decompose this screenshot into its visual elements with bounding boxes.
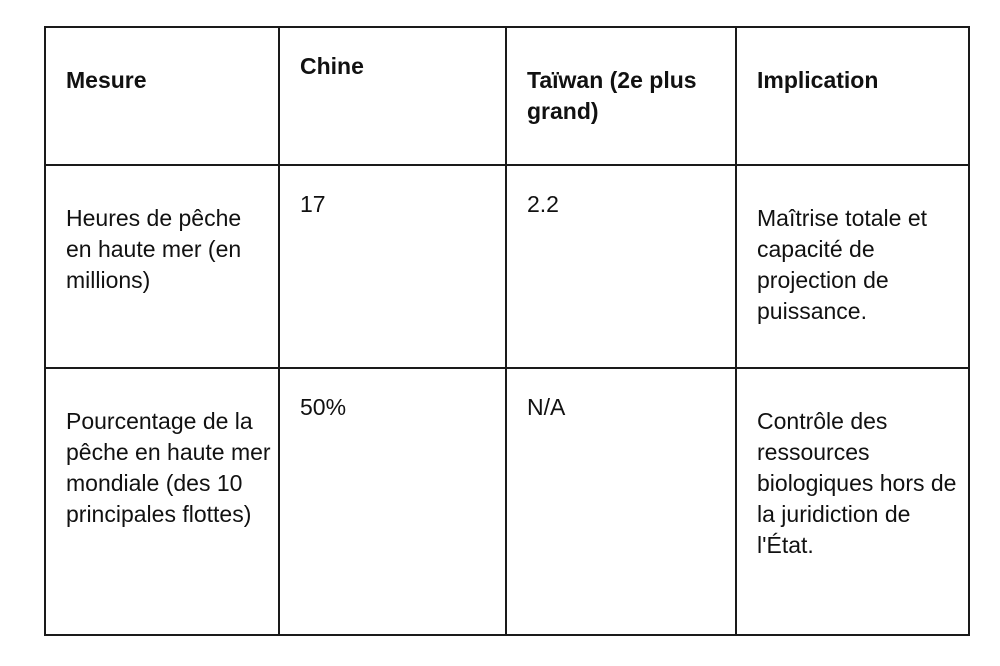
cell-implication-text: Maîtrise totale et capacité de projection de puissance. bbox=[757, 205, 928, 324]
cell-taiwan bbox=[506, 165, 736, 368]
cell-taiwan-value: 2.2 bbox=[527, 191, 559, 217]
header-implication-label: Implication bbox=[757, 67, 879, 93]
header-cell-taiwan bbox=[506, 27, 736, 165]
cell-implication bbox=[736, 368, 969, 635]
header-cell-mesure bbox=[45, 27, 279, 165]
cell-mesure bbox=[45, 165, 279, 368]
cell-implication-text: Contrôle des ressources biologiques hors de la juridiction de l'État. bbox=[757, 408, 957, 558]
data-table-container bbox=[44, 26, 960, 634]
table-row bbox=[45, 165, 969, 368]
cell-chine bbox=[279, 165, 506, 368]
cell-mesure-text: Heures de pêche en haute mer (en millions) bbox=[66, 205, 242, 293]
table-row bbox=[45, 368, 969, 635]
data-table bbox=[44, 26, 970, 636]
cell-chine bbox=[279, 368, 506, 635]
header-cell-chine bbox=[279, 27, 506, 165]
cell-taiwan-value: N/A bbox=[527, 394, 566, 420]
header-taiwan-label: Taïwan (2e plus grand) bbox=[527, 67, 697, 124]
cell-mesure-text: Pourcentage de la pêche en haute mer mondiale (des 10 principales flottes) bbox=[66, 408, 271, 527]
header-chine-label: Chine bbox=[300, 53, 364, 79]
cell-implication bbox=[736, 165, 969, 368]
cell-mesure bbox=[45, 368, 279, 635]
cell-chine-value: 17 bbox=[300, 191, 326, 217]
header-mesure-label: Mesure bbox=[66, 67, 147, 93]
cell-taiwan bbox=[506, 368, 736, 635]
table-header-row bbox=[45, 27, 969, 165]
header-cell-implication bbox=[736, 27, 969, 165]
cell-chine-value: 50% bbox=[300, 394, 347, 420]
